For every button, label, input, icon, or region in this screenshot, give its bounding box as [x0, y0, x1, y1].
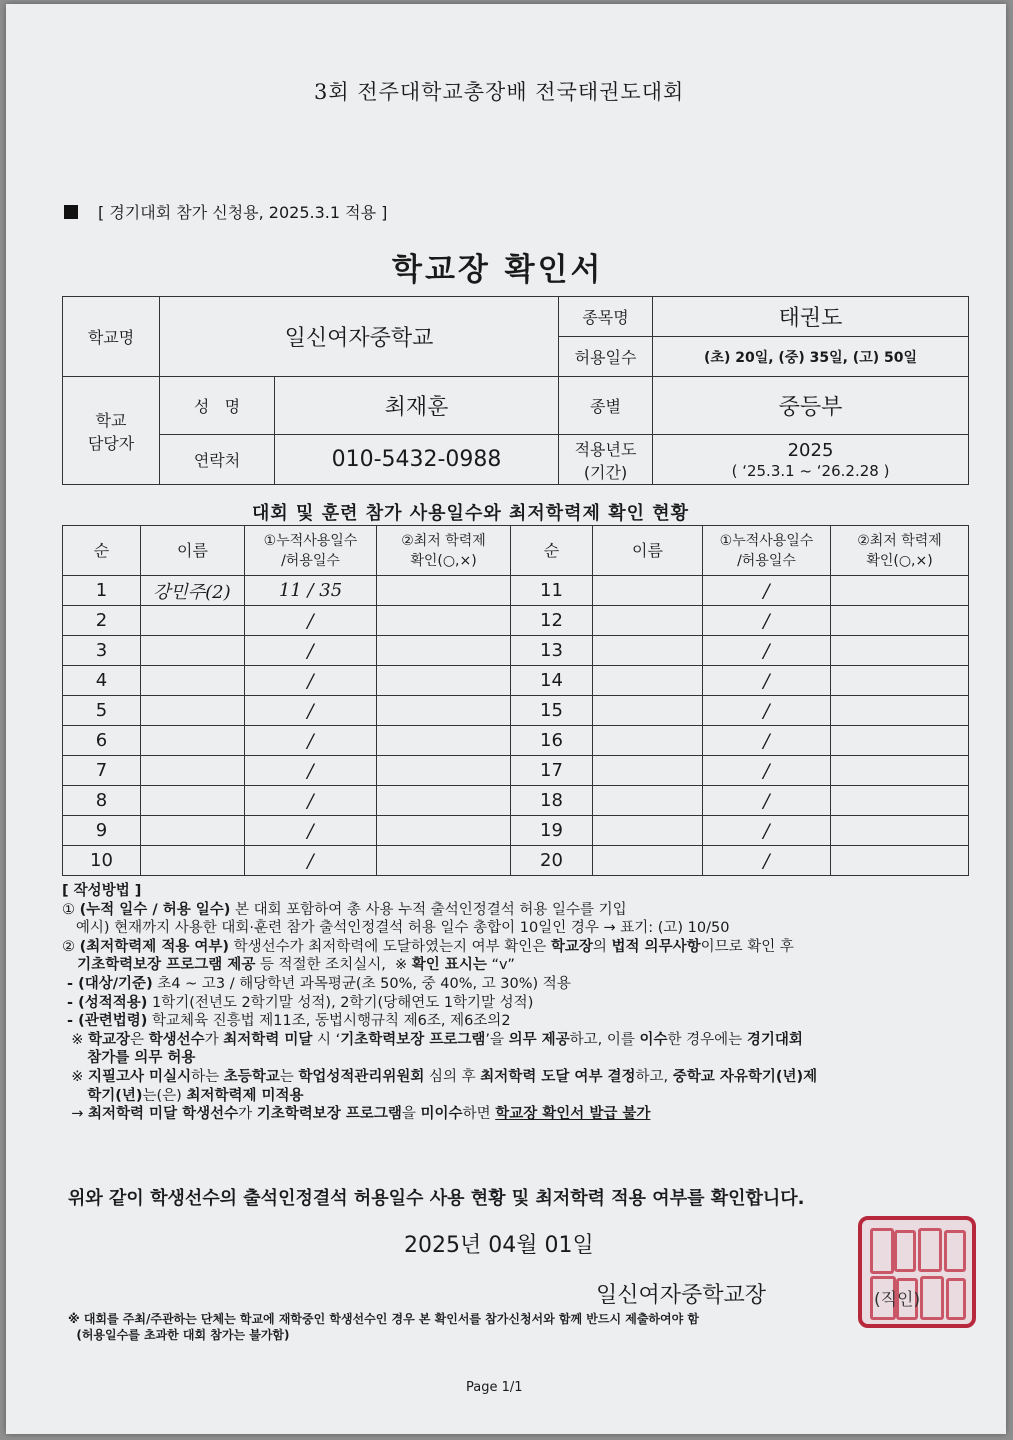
- method-text: 는: [279, 1068, 299, 1085]
- contact-person-label: [63, 377, 160, 485]
- row-number: 16: [511, 726, 593, 756]
- min-academic-check-cell: [377, 666, 511, 696]
- official-seal-icon: [858, 1216, 976, 1328]
- method-text: ※: [62, 1068, 88, 1085]
- document-title: 학교장 확인서: [392, 252, 604, 288]
- seal-glyph: [946, 1278, 966, 1320]
- row-number: 18: [511, 786, 593, 816]
- table-row: [63, 576, 969, 606]
- row-number: 17: [511, 756, 593, 786]
- header-min-line2: 확인(○,×): [410, 552, 477, 569]
- method-bold: 기초학력보장 프로그램: [340, 1031, 486, 1048]
- document-page: [6, 4, 1006, 1434]
- table-row: [63, 816, 969, 846]
- student-name-cell: [593, 726, 703, 756]
- method-text: 학생선수가 최저학력에 도달하였는지 여부 확인은: [229, 938, 551, 955]
- method-bold: 경기대회: [746, 1031, 803, 1048]
- student-name-cell: [593, 636, 703, 666]
- confirm-statement: 위와 같이 학생선수의 출석인정결석 허용일수 사용 현황 및 최저학력 적용 여부를 확인합니다.: [68, 1188, 805, 1209]
- section-title: 대회 및 훈련 참가 사용일수와 최저학력제 확인 현황: [252, 503, 690, 524]
- days-used-cell: /: [703, 606, 831, 636]
- seal-glyph: [870, 1228, 894, 1274]
- row-number: 4: [63, 666, 141, 696]
- method-bold: 학교장: [550, 938, 593, 955]
- student-name-cell: [593, 786, 703, 816]
- days-used-cell: /: [245, 846, 377, 876]
- writing-method: [62, 882, 962, 1124]
- contact-person-label-line1: 학교: [95, 410, 127, 430]
- method-bold: (누적 일수 / 허용 일수): [79, 901, 231, 918]
- method-text: 1학기(전년도 2학기말 성적), 2학기(당해연도 1학기말 성적): [147, 994, 534, 1011]
- header-days: [245, 526, 377, 576]
- method-text: 한 경우에는: [667, 1031, 747, 1048]
- method-line-6: [62, 994, 962, 1013]
- method-num: ①: [62, 901, 80, 918]
- method-num: ②: [62, 938, 80, 955]
- days-used-cell: /: [245, 816, 377, 846]
- header-no: 순: [511, 526, 593, 576]
- event-title: 3회 전주대학교총장배 전국태권도대회: [314, 80, 685, 104]
- min-academic-check-cell: [377, 696, 511, 726]
- days-used-cell: /: [245, 786, 377, 816]
- header-name: 이름: [141, 526, 245, 576]
- allowed-days-value: (초) 20일, (중) 35일, (고) 50일: [653, 337, 969, 377]
- row-number: 20: [511, 846, 593, 876]
- form-note: [64, 200, 387, 223]
- row-number: 12: [511, 606, 593, 636]
- method-text: ※: [62, 1031, 88, 1048]
- seal-glyph: [894, 1230, 916, 1272]
- method-text: 하면: [462, 1106, 496, 1123]
- header-min: [377, 526, 511, 576]
- person-name-label: 성 명: [160, 377, 275, 435]
- table-row: [63, 666, 969, 696]
- student-name-cell: 강민주(2): [141, 576, 245, 606]
- method-heading: [ 작성방법 ]: [62, 883, 142, 899]
- min-academic-check-cell: [831, 756, 969, 786]
- method-text: 가: [204, 1031, 224, 1048]
- table-row: [63, 846, 969, 876]
- header-min-line1: ②최저 학력제: [401, 532, 486, 549]
- method-bold: 학교장: [87, 1031, 131, 1048]
- method-text: →: [62, 1106, 88, 1123]
- student-name-cell: [593, 696, 703, 726]
- min-academic-check-cell: [377, 816, 511, 846]
- method-line-8: [62, 1031, 962, 1050]
- header-min: [831, 526, 969, 576]
- year-label-line2: (기간): [583, 462, 628, 482]
- principal-name: 일신여자중학교장: [596, 1283, 767, 1308]
- category-value: 중등부: [653, 377, 969, 435]
- seal-glyph: [920, 1276, 944, 1320]
- days-used-cell: 11 / 35: [245, 576, 377, 606]
- method-bold: 최저학력 도달 여부 결정: [480, 1068, 636, 1085]
- days-used-cell: /: [703, 666, 831, 696]
- min-academic-check-cell: [377, 786, 511, 816]
- method-bold: 이수: [639, 1031, 668, 1048]
- header-min-line1: ②최저 학력제: [857, 532, 942, 549]
- days-used-cell: /: [703, 756, 831, 786]
- days-used-cell: /: [245, 606, 377, 636]
- school-name-label: 학교명: [63, 297, 160, 377]
- method-text: 본 대회 포함하여 총 사용 누적 출석인정결석 허용 일수를 기입: [230, 901, 627, 918]
- school-name: 일신여자중학교: [160, 297, 559, 377]
- contact-person-label-line2: 담당자: [87, 433, 135, 453]
- square-bullet-icon: [64, 205, 78, 219]
- method-bold: 초등학교: [223, 1068, 280, 1085]
- row-number: 1: [63, 576, 141, 606]
- student-name-cell: [141, 666, 245, 696]
- footnote: [68, 1311, 699, 1343]
- min-academic-check-cell: [831, 666, 969, 696]
- method-text: 하고, 이를: [569, 1031, 640, 1048]
- days-used-cell: /: [245, 756, 377, 786]
- method-text: 가: [238, 1106, 257, 1123]
- min-academic-check-cell: [377, 846, 511, 876]
- table-row: [63, 786, 969, 816]
- method-bold: 미이수: [420, 1106, 463, 1123]
- method-line-10: [62, 1068, 962, 1087]
- min-academic-check-cell: [377, 726, 511, 756]
- method-text: 학교체육 진흥법 제11조, 동법시행규칙 제6조, 제6조의2: [147, 1013, 511, 1030]
- min-academic-check-cell: [377, 636, 511, 666]
- method-line-1: [62, 901, 962, 920]
- student-name-cell: [141, 606, 245, 636]
- method-bold: 지필고사 미실시: [87, 1068, 192, 1085]
- method-bold: - (대상/기준): [62, 975, 153, 992]
- year-value: 2025: [787, 439, 834, 461]
- sport-label: 종목명: [559, 297, 653, 337]
- method-bold: 최저학력 미달 학생선수: [87, 1106, 239, 1123]
- header-days: [703, 526, 831, 576]
- days-used-cell: /: [245, 666, 377, 696]
- days-used-cell: /: [245, 636, 377, 666]
- year-label: [559, 435, 653, 485]
- method-bold: 기초학력보장 프로그램 제공: [62, 957, 256, 974]
- header-no: 순: [63, 526, 141, 576]
- year-label-line1: 적용년도: [574, 439, 637, 459]
- method-text: “v”: [486, 957, 515, 974]
- method-text: 시 ‘: [312, 1031, 341, 1048]
- min-academic-check-cell: [831, 846, 969, 876]
- method-line-3: [62, 938, 962, 957]
- table-row: [63, 756, 969, 786]
- min-academic-check-cell: [377, 576, 511, 606]
- row-number: 15: [511, 696, 593, 726]
- form-note-text: [ 경기대회 참가 신청용, 2025.3.1 적용 ]: [98, 203, 388, 222]
- min-academic-check-cell: [831, 576, 969, 606]
- row-number: 8: [63, 786, 141, 816]
- days-used-cell: /: [703, 726, 831, 756]
- method-line-9: [62, 1049, 962, 1068]
- min-academic-check-cell: [831, 786, 969, 816]
- row-number: 13: [511, 636, 593, 666]
- method-text: 심의 후: [424, 1068, 481, 1085]
- days-used-cell: /: [703, 636, 831, 666]
- days-used-cell: /: [703, 816, 831, 846]
- table-row: [63, 696, 969, 726]
- footnote-line1: ※ 대회를 주최/주관하는 단체는 학교에 재학중인 학생선수인 경우 본 확인서를 참가신청서와 함께 반드시 제출하여야 함: [68, 1312, 699, 1326]
- phone-label: 연락처: [160, 435, 275, 485]
- period-value: ( ‘25.3.1 ~ ‘26.2.28 ): [731, 461, 890, 480]
- person-name: 최재훈: [275, 377, 559, 435]
- student-name-cell: [141, 726, 245, 756]
- method-bold: 학교장 확인서 발급 불가: [495, 1106, 651, 1123]
- method-line-11: [62, 1087, 962, 1106]
- row-number: 2: [63, 606, 141, 636]
- method-text: 는(은): [142, 1087, 187, 1104]
- student-name-cell: [141, 756, 245, 786]
- seal-glyph: [944, 1230, 966, 1272]
- method-text: 을: [401, 1106, 421, 1123]
- student-name-cell: [593, 666, 703, 696]
- method-bold: 학기(년): [62, 1087, 143, 1104]
- method-line-7: [62, 1012, 962, 1031]
- seal-glyph: [918, 1228, 942, 1272]
- seal-label: (직인): [874, 1290, 921, 1310]
- row-number: 14: [511, 666, 593, 696]
- method-line-4: [62, 956, 962, 975]
- method-bold: 최저학력제 미적용: [186, 1087, 304, 1104]
- method-bold: 의무 제공: [508, 1031, 570, 1048]
- method-line-5: [62, 975, 962, 994]
- method-text: 하는: [191, 1068, 224, 1085]
- row-number: 3: [63, 636, 141, 666]
- footnote-line2: (허용일수를 초과한 대회 참가는 불가함): [68, 1328, 290, 1342]
- method-bold: 학생선수: [148, 1031, 205, 1048]
- student-name-cell: [141, 816, 245, 846]
- row-number: 6: [63, 726, 141, 756]
- method-bold: 최저학력 미달: [223, 1031, 313, 1048]
- header-min-line2: 확인(○,×): [866, 552, 933, 569]
- row-number: 10: [63, 846, 141, 876]
- allowed-days-label: 허용일수: [559, 337, 653, 377]
- min-academic-check-cell: [831, 726, 969, 756]
- method-text: 등 적절한 조치실시, ※: [255, 957, 412, 974]
- header-days-line1: ①누적사용일수: [263, 532, 358, 549]
- attendance-table: [62, 525, 969, 876]
- student-name-cell: [593, 606, 703, 636]
- method-text: 초4 ~ 고3 / 해당학년 과목평균(초 50%, 중 40%, 고 30%) 적용: [152, 975, 571, 992]
- days-used-cell: /: [703, 576, 831, 606]
- row-number: 7: [63, 756, 141, 786]
- days-used-cell: /: [703, 696, 831, 726]
- header-days-line1: ①누적사용일수: [719, 532, 814, 549]
- method-text: 은: [130, 1031, 149, 1048]
- table-row: [63, 636, 969, 666]
- student-name-cell: [593, 576, 703, 606]
- header-name: 이름: [593, 526, 703, 576]
- method-bold: - (관련법령): [62, 1013, 148, 1030]
- days-used-cell: /: [703, 786, 831, 816]
- phone-value: 010-5432-0988: [275, 435, 559, 485]
- table-row: [63, 726, 969, 756]
- category-label: 종별: [559, 377, 653, 435]
- student-name-cell: [141, 846, 245, 876]
- method-line-2: 예시) 현재까지 사용한 대회·훈련 참가 출석인정결석 허용 일수 총합이 10일인 경우 → 표기: (고) 10/50: [62, 920, 730, 937]
- method-text: 하고,: [635, 1068, 673, 1085]
- days-used-cell: /: [245, 726, 377, 756]
- min-academic-check-cell: [377, 756, 511, 786]
- method-bold: 확인 표시는: [411, 957, 487, 974]
- student-name-cell: [593, 756, 703, 786]
- row-number: 19: [511, 816, 593, 846]
- method-bold: (최저학력제 적용 여부): [79, 938, 230, 955]
- method-bold: 법적 의무사항: [611, 938, 701, 955]
- method-bold: 학업성적관리위원회: [298, 1068, 425, 1085]
- method-bold: - (성적적용): [62, 994, 148, 1011]
- days-used-cell: /: [245, 696, 377, 726]
- method-bold: 기초학력보장 프로그램: [256, 1106, 402, 1123]
- min-academic-check-cell: [831, 816, 969, 846]
- method-text: 이므로 확인 후: [700, 938, 794, 955]
- min-academic-check-cell: [831, 696, 969, 726]
- method-line-12: [62, 1105, 962, 1124]
- method-bold: 중학교 자유학기(년)제: [672, 1068, 818, 1085]
- row-number: 5: [63, 696, 141, 726]
- header-days-line2: /허용일수: [737, 552, 796, 569]
- student-name-cell: [593, 816, 703, 846]
- table-row: [63, 606, 969, 636]
- method-bold: 참가를 의무 허용: [62, 1050, 196, 1067]
- row-number: 9: [63, 816, 141, 846]
- days-used-cell: /: [703, 846, 831, 876]
- header-days-line2: /허용일수: [281, 552, 340, 569]
- min-academic-check-cell: [831, 606, 969, 636]
- year-cell: [653, 435, 969, 485]
- student-name-cell: [593, 846, 703, 876]
- student-name-cell: [141, 636, 245, 666]
- page-number: Page 1/1: [466, 1380, 523, 1395]
- method-text: 의: [592, 938, 612, 955]
- method-text: ’을: [485, 1031, 509, 1048]
- min-academic-check-cell: [377, 606, 511, 636]
- min-academic-check-cell: [831, 636, 969, 666]
- issue-date: 2025년 04월 01일: [404, 1233, 594, 1258]
- student-name-cell: [141, 696, 245, 726]
- row-number: 11: [511, 576, 593, 606]
- student-name-cell: [141, 786, 245, 816]
- school-info-table: [62, 296, 969, 485]
- sport-value: 태권도: [653, 297, 969, 337]
